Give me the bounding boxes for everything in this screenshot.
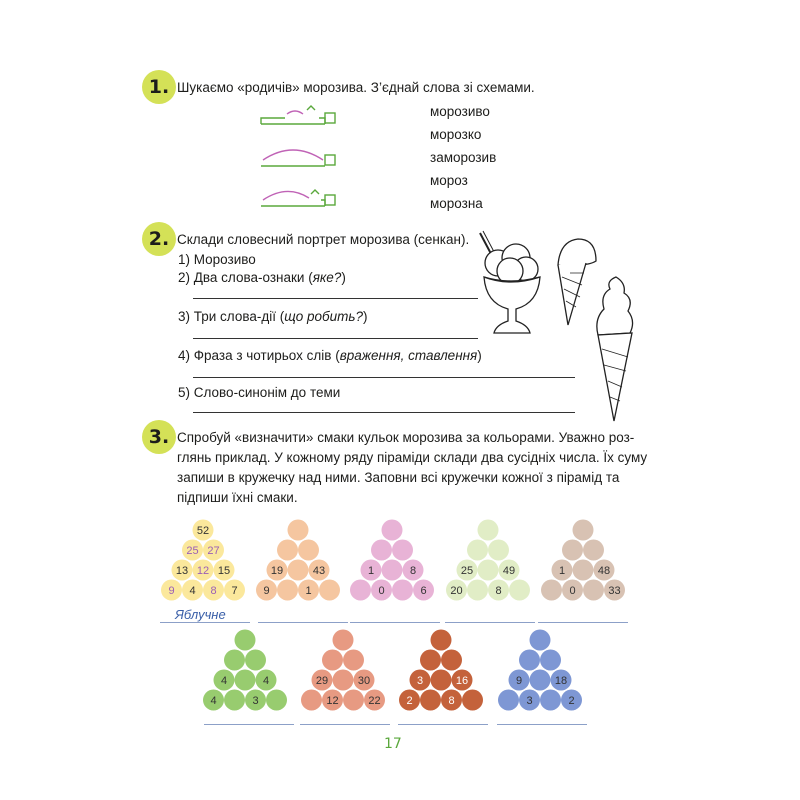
scoop-number: 3 <box>416 675 424 687</box>
senkan-item-1: 1) Морозиво <box>178 252 256 267</box>
flavor-line-6[interactable] <box>204 724 294 725</box>
scoop-number: 22 <box>368 695 381 707</box>
scoop-number: 29 <box>315 675 329 687</box>
scoop-number: 9 <box>263 585 270 597</box>
scoop-circle[interactable] <box>382 560 403 581</box>
scoop-number: 9 <box>168 585 175 597</box>
scoop-number: 33 <box>608 585 621 597</box>
scoop-circle[interactable] <box>333 670 354 691</box>
page-number: 17 <box>384 736 402 752</box>
pyramid-6 <box>203 630 287 711</box>
pyramid-1 <box>161 520 245 601</box>
scoop-number: 8 <box>210 585 217 597</box>
scoop-circle[interactable] <box>573 520 594 541</box>
scoop-circle[interactable] <box>530 630 551 651</box>
scoop-number: 15 <box>217 565 231 577</box>
scoop-number: 8 <box>495 585 502 597</box>
pyramid-9 <box>498 630 582 711</box>
scoop-number: 27 <box>207 545 220 557</box>
scoop-number: 1 <box>367 565 375 577</box>
scoop-circle[interactable] <box>322 650 343 671</box>
scoop-circle[interactable] <box>420 650 441 671</box>
scoop-circle[interactable] <box>573 560 594 581</box>
word-2[interactable]: морозко <box>430 127 482 142</box>
scoop-number: 12 <box>326 695 339 707</box>
word-1[interactable]: морозиво <box>430 104 490 119</box>
scoop-number: 1 <box>305 585 312 597</box>
scoop-circle[interactable] <box>467 540 488 561</box>
scoop-circle[interactable] <box>288 560 309 581</box>
flavor-line-3[interactable] <box>350 622 440 623</box>
scoop-number: 6 <box>420 585 427 597</box>
scoop-number: 13 <box>175 565 189 577</box>
pyramid-2 <box>256 520 340 601</box>
scoop-number: 3 <box>252 695 259 707</box>
scoop-circle[interactable] <box>333 630 354 651</box>
scoop-circle[interactable] <box>288 520 309 541</box>
word-5[interactable]: морозна <box>430 196 483 211</box>
example-flavor-label: Яблучне <box>175 607 226 622</box>
pyramid-5 <box>541 520 625 601</box>
scoop-circle[interactable] <box>224 650 245 671</box>
scoop-number: 30 <box>357 675 371 687</box>
task1-badge: 1. <box>142 70 176 104</box>
scoop-circle[interactable] <box>478 560 499 581</box>
scoop-number: 0 <box>378 585 385 597</box>
scoop-circle[interactable] <box>462 690 483 711</box>
task3-line-1: Спробуй «визначити» смаки кульок морозива за кольорами. Уважно роз- <box>177 430 635 445</box>
task3-line-2: глянь приклад. У кожному ряду піраміди склади два сусідніх числа. Їх суму <box>177 450 648 465</box>
scoop-circle[interactable] <box>530 670 551 691</box>
scoop-number: 49 <box>502 565 516 577</box>
senkan-item-4: 4) Фраза з чотирьох слів (враження, ставлення) <box>178 348 482 363</box>
flavor-line-7[interactable] <box>300 724 390 725</box>
flavor-line-5[interactable] <box>538 622 628 623</box>
scoop-number: 4 <box>220 675 228 687</box>
scoop-circle[interactable] <box>301 690 322 711</box>
senkan-item-2: 2) Два слова-ознаки (яке?) <box>178 270 346 285</box>
scoop-circle[interactable] <box>540 690 561 711</box>
scoop-circle[interactable] <box>245 650 266 671</box>
task2-text: Склади словесний портрет морозива (сенкан). <box>177 232 470 247</box>
scoop-circle[interactable] <box>350 580 371 601</box>
scoop-number: 16 <box>455 675 469 687</box>
scoop-circle[interactable] <box>488 540 509 561</box>
scoop-circle[interactable] <box>431 670 452 691</box>
scoop-number: 48 <box>597 565 611 577</box>
scoop-circle[interactable] <box>583 540 604 561</box>
scoop-circle[interactable] <box>224 690 245 711</box>
scoop-circle[interactable] <box>562 540 583 561</box>
scoop-circle[interactable] <box>235 670 256 691</box>
scoop-circle[interactable] <box>583 580 604 601</box>
task2-badge: 2. <box>142 222 176 256</box>
flavor-line-8[interactable] <box>398 724 488 725</box>
scoop-circle[interactable] <box>277 580 298 601</box>
flavor-line-9[interactable] <box>497 724 587 725</box>
scoop-number: 0 <box>569 585 576 597</box>
scoop-circle[interactable] <box>467 580 488 601</box>
flavor-line-1[interactable] <box>160 622 250 623</box>
scoop-circle[interactable] <box>371 540 392 561</box>
scoop-number: 8 <box>448 695 455 707</box>
task3-line-3: запиши в кружечку над ними. Заповни всі кружечки кожної з пірамід та <box>177 470 620 485</box>
scoop-circle[interactable] <box>519 650 540 671</box>
scoop-circle[interactable] <box>382 520 403 541</box>
scoop-circle[interactable] <box>541 580 562 601</box>
scoop-circle[interactable] <box>298 540 319 561</box>
scoop-number: 4 <box>189 585 196 597</box>
pyramid-4 <box>446 520 530 601</box>
scoop-number: 8 <box>409 565 417 577</box>
scoop-number: 2 <box>568 695 575 707</box>
scoop-number: 43 <box>312 565 326 577</box>
scoop-number: 7 <box>231 585 238 597</box>
scoop-number: 2 <box>406 695 413 707</box>
scoop-circle[interactable] <box>319 580 340 601</box>
scoop-number: 1 <box>558 565 566 577</box>
word-4[interactable]: мороз <box>430 173 468 188</box>
scoop-circle[interactable] <box>441 650 462 671</box>
scoop-circle[interactable] <box>420 690 441 711</box>
scoop-circle[interactable] <box>343 690 364 711</box>
scoop-number: 25 <box>460 565 474 577</box>
scoop-number: 25 <box>186 545 199 557</box>
scoop-number: 3 <box>526 695 533 707</box>
scoop-circle[interactable] <box>478 520 499 541</box>
scoop-number: 19 <box>270 565 284 577</box>
pyramid-3 <box>350 520 434 601</box>
pyramid-7 <box>301 630 385 711</box>
senkan-item-3: 3) Три слова-дії (що робить?) <box>178 309 368 324</box>
word-3[interactable]: заморозив <box>430 150 497 165</box>
scoop-circle[interactable] <box>540 650 561 671</box>
scoop-number: 20 <box>450 585 463 597</box>
scoop-circle[interactable] <box>392 580 413 601</box>
flavor-line-4[interactable] <box>445 622 535 623</box>
scoop-number: 4 <box>210 695 217 707</box>
senkan-item-5: 5) Слово-синонім до теми <box>178 385 341 400</box>
scoop-circle[interactable] <box>392 540 413 561</box>
scoop-circle[interactable] <box>498 690 519 711</box>
pyramid-8 <box>399 630 483 711</box>
scoop-circle[interactable] <box>266 690 287 711</box>
task3-line-4: підпиши їхні смаки. <box>177 490 298 505</box>
scoop-number: 12 <box>196 565 210 577</box>
scoop-circle[interactable] <box>235 630 256 651</box>
scoop-number: 52 <box>196 525 210 537</box>
scoop-number: 18 <box>554 675 568 687</box>
scoop-circle[interactable] <box>431 630 452 651</box>
scoop-circle[interactable] <box>277 540 298 561</box>
task1-text: Шукаємо «родичів» морозива. З’єднай слова зі схемами. <box>177 80 535 95</box>
scoop-circle[interactable] <box>509 580 530 601</box>
task3-badge: 3. <box>142 420 176 454</box>
flavor-line-2[interactable] <box>258 622 348 623</box>
scoop-number: 4 <box>262 675 270 687</box>
scoop-number: 9 <box>515 675 523 687</box>
scoop-circle[interactable] <box>343 650 364 671</box>
